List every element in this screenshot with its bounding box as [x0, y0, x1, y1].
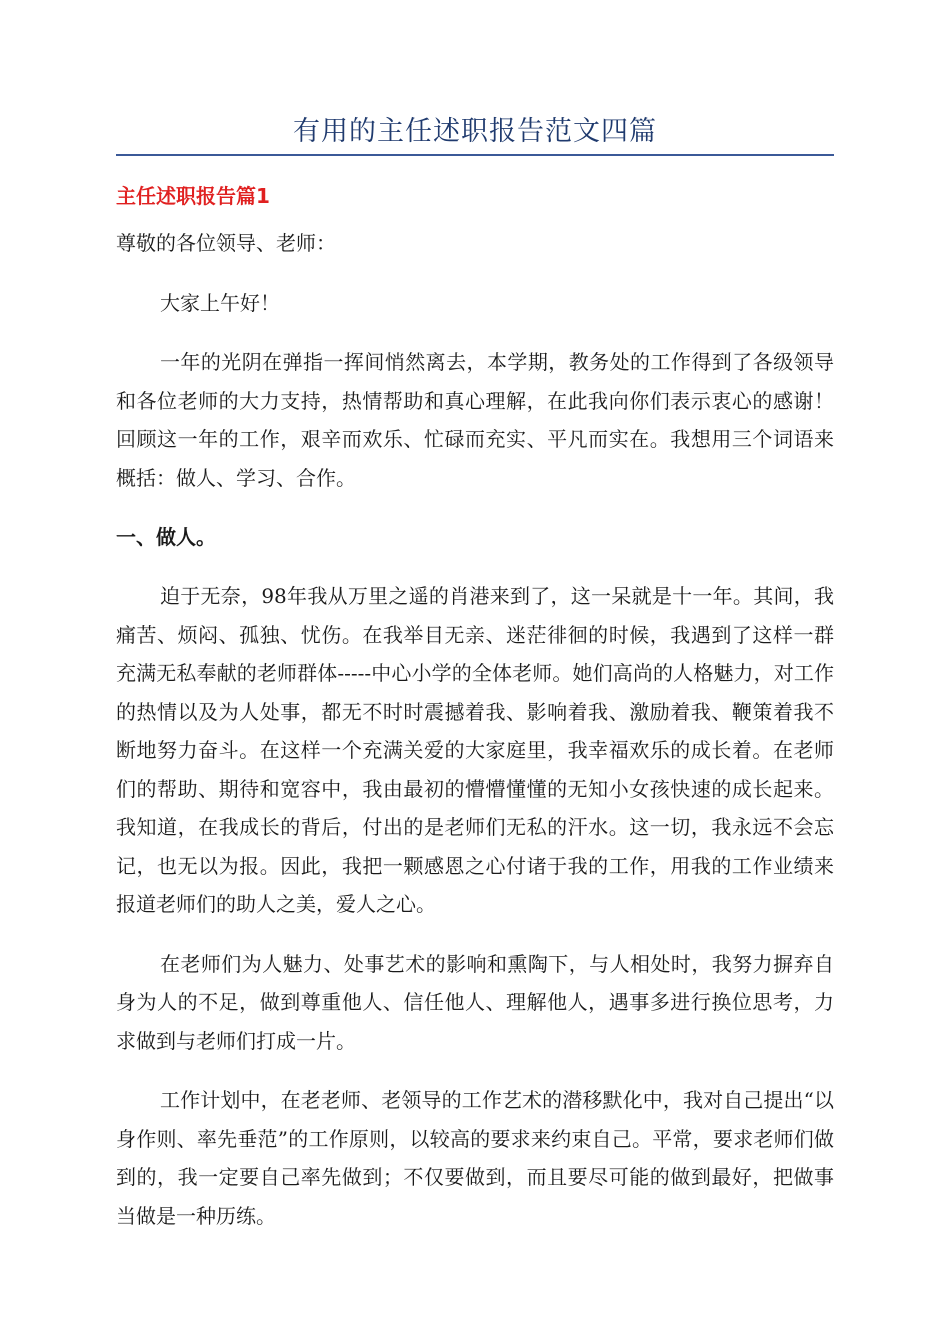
section-heading: 主任述职报告篇1 — [116, 184, 270, 208]
salutation: 尊敬的各位领导、老师： — [116, 231, 336, 255]
paragraph-intro: 一年的光阴在弹指一挥间悄然离去，本学期，教务处的工作得到了各级领导和各位老师的大力支持，热情帮助和真心理解，在此我向你们表示衷心的感谢！回顾这一年的工作，艰辛而欢乐、忙碌而充实、平凡而实在。我想用三个词语来概括：做人、学习、合作。 — [116, 350, 834, 490]
paragraph-work-principle: 工作计划中，在老老师、老领导的工作艺术的潜移默化中，我对自己提出“以身作则、率先垂范”的工作原则，以较高的要求来约束自己。平常，要求老师们做到的，我一定要自己率先做到；不仅要做到，而且要尽可能的做到最好，把做事当做是一种历练。 — [116, 1088, 834, 1228]
paragraph-conduct-relations: 在老师们为人魅力、处事艺术的影响和熏陶下，与人相处时，我努力摒弃自身为人的不足，做到尊重他人、信任他人、理解他人，遇事多进行换位思考，力求做到与老师们打成一片。 — [116, 951, 834, 1053]
document-title: 有用的主任述职报告范文四篇 — [293, 116, 657, 147]
greeting: 大家上午好！ — [160, 290, 280, 315]
title-underline — [116, 154, 834, 156]
paragraph-conduct-story: 迫于无奈，98年我从万里之遥的肖港来到了，这一呆就是十一年。其间，我痛苦、烦闷、孤独、忧伤。在我举目无亲、迷茫徘徊的时候，我遇到了这样一群充满无私奉献的老师群体-----中心小学的全体老师。她们高尚的人格魅力，对工作的热情以及为人处事，都无不时时震撼着我、影响着我、激励着我、鞭策着我不断地努力奋斗。在这样一个充满关爱的大家庭里，我幸福欢乐的成长着。在老师们的帮助、期待和宽容中，我由最初的懵懵懂懂的无知小女孩快速的成长起来。我知道，在我成长的背后，付出的是老师们无私的汗水。这一切，我永远不会忘记，也无以为报。因此，我把一颗感恩之心付诸于我的工作，用我的工作业绩来报道老师们的助人之美，爱人之心。 — [116, 584, 834, 916]
document-body — [116, 178, 834, 1256]
subheading-conduct: 一、做人。 — [116, 525, 216, 549]
